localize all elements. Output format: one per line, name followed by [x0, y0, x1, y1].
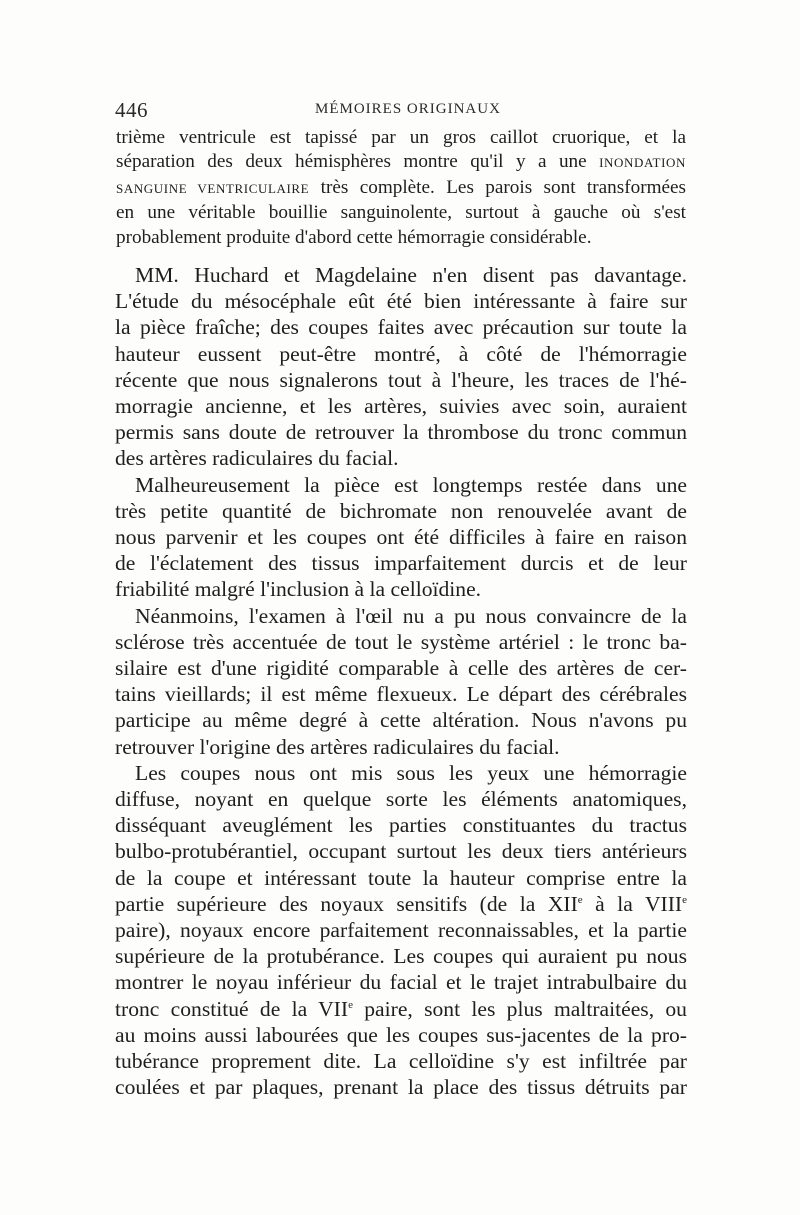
text-line: Néanmoins, l'examen à l'œil nu a pu nous convaincre de la — [135, 603, 687, 628]
running-title: MÉMOIRES ORIGINAUX — [315, 101, 501, 117]
text-line: disséquant aveuglément les parties constituantes du tractus — [115, 813, 687, 838]
text-line: Les coupes nous ont mis sous les yeux une hémorragie — [135, 760, 687, 785]
text-line: des artères radiculaires du facial. — [115, 446, 399, 471]
text-line: participe au même degré à cette altération. Nous n'avons pu — [115, 708, 687, 733]
text-line: tronc constitué de la VIIe paire, sont les plus maltraitées, ou — [115, 996, 687, 1021]
text-line: MM. Huchard et Magdelaine n'en disent pas davantage. — [135, 263, 687, 287]
text-line: friabilité malgré l'inclusion à la celloïdine. — [115, 577, 482, 602]
text-line: tubérance proprement dite. La celloïdine s'y est infiltrée par — [115, 1049, 687, 1074]
text-line: trième ventricule est tapissé par un gros caillot cruorique, et la — [116, 127, 686, 148]
small-caps-text: INONDATION — [599, 155, 687, 171]
text-line: montrer le noyau inférieur du facial et le trajet intrabulbaire du — [115, 970, 687, 995]
text-line: partie supérieure des noyaux sensitifs (de la XIIe à la VIIIe — [115, 891, 687, 916]
text-line: probablement produite d'abord cette hémorragie considérable. — [116, 226, 592, 248]
text-line: silaire est d'une rigidité comparable à celle des artères de cer- — [115, 656, 687, 681]
text-line: la pièce fraîche; des coupes faites avec précaution sur toute la — [115, 315, 687, 340]
small-print-paragraph — [116, 126, 686, 250]
text-line: de la coupe et intéressant toute la hauteur comprise entre la — [115, 865, 687, 890]
superscript: e — [577, 893, 583, 906]
text-line: au moins aussi labourées que les coupes sus-jacentes de la pro- — [115, 1022, 687, 1047]
paragraph — [115, 603, 687, 760]
page-header — [115, 98, 685, 122]
main-text — [115, 262, 687, 1101]
paragraph — [115, 262, 687, 472]
text-line: sclérose très accentuée de tout le système artériel : le tronc ba- — [115, 629, 687, 654]
text-line: SANGUINE VENTRICULAIRE très complète. Les parois sont transformées — [116, 176, 687, 198]
text-line: supérieure de la protubérance. Les coupes qui auraient pu nous — [115, 944, 687, 969]
text-line: L'étude du mésocéphale eût été bien intéressante à faire sur — [115, 289, 687, 314]
text-line: coulées et par plaques, prenant la place des tissus détruits par — [115, 1075, 687, 1100]
text-line: tains vieillards; il est même flexueux. Le départ des cérébrales — [115, 682, 687, 707]
text-line: permis sans doute de retrouver la thrombose du tronc commun — [115, 420, 687, 445]
text-line: retrouver l'origine des artères radiculaires du facial. — [115, 734, 560, 759]
text-line: de l'éclatement des tissus imparfaitement durcis et de leur — [115, 551, 687, 576]
paragraph — [115, 472, 687, 603]
superscript: e — [348, 998, 353, 1011]
text-line: diffuse, noyant en quelque sorte les éléments anatomiques, — [115, 787, 687, 812]
text-line: séparation des deux hémisphères montre qu'il y a une INONDATION — [116, 151, 687, 173]
text-line: très petite quantité de bichromate non renouvelée avant de — [115, 498, 687, 523]
text-line: Malheureusement la pièce est longtemps restée dans une — [135, 472, 687, 497]
small-caps-text: SANGUINE VENTRICULAIRE — [116, 180, 310, 196]
text-line: morragie ancienne, et les artères, suivies avec soin, auraient — [115, 394, 687, 419]
superscript: e — [682, 893, 687, 906]
text-line: récente que nous signalerons tout à l'heure, les traces de l'hé- — [115, 367, 687, 392]
text-line: nous parvenir et les coupes ont été difficiles à faire en raison — [115, 525, 687, 550]
text-line: bulbo-protubérantiel, occupant surtout les deux tiers antérieurs — [115, 839, 687, 864]
paragraph — [115, 760, 687, 1101]
page-number: 446 — [115, 98, 148, 122]
text-line: hauteur eussent peut-être montré, à côté de l'hémorragie — [115, 341, 687, 366]
text-line: en une véritable bouillie sanguinolente, surtout à gauche où s'est — [116, 202, 686, 224]
text-line: paire), noyaux encore parfaitement reconnaissables, et la partie — [115, 918, 687, 943]
